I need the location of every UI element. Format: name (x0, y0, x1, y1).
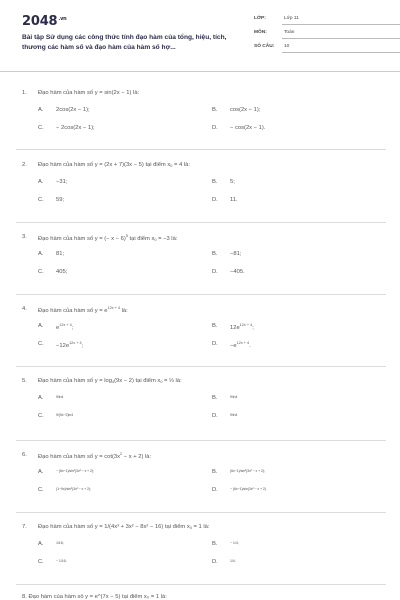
question-number: 7. (22, 524, 27, 530)
question-text: Đạo hàm của hàm số $y = e^{12x + 4}$ là: (38, 306, 128, 314)
divider (16, 440, 386, 441)
question-number: 2. (22, 162, 27, 168)
question-text: Đạo hàm của hàm số y = sin(2x − 1) là: (38, 90, 140, 96)
question-text: Đạo hàm của hàm số y = (2x + 7)(3x − 5) tại điểm $x_0 = 4$ là: (38, 162, 190, 168)
document-header: $2048^{.vn}$ Bài tập Sử dụng các công thức tính đạo hàm của tổng, hiệu, tích, thương các hàm số và đạo hàm của hàm số hợ... LỚP: Lớp 11 MÔN: Toán SỐ CÂU: 10 (0, 0, 400, 72)
question-number: 3. (22, 234, 27, 240)
divider (16, 366, 386, 367)
question-text: 8. Đạo hàm của hàm số y = e^(7x − 5) tại điểm x₀ = 1 là: (22, 594, 167, 600)
question-number: 1. (22, 90, 27, 96)
question-text: Đạo hàm của hàm số $y = \cot(3x^2 - x + 2)$ là: (38, 452, 152, 460)
question-number: 4. (22, 306, 27, 312)
question-number: 5. (22, 378, 27, 384)
divider (16, 294, 386, 295)
document-title: Bài tập Sử dụng các công thức tính đạo hàm của tổng, hiệu, tích, thương các hàm số và đạo hàm của hàm số hợ... (22, 34, 227, 51)
question-8 (0, 594, 400, 600)
site-logo[interactable]: $2048^{.vn}$ (22, 14, 67, 29)
divider (16, 584, 386, 585)
divider (16, 512, 386, 513)
divider (16, 222, 386, 223)
question-text: Đạo hàm của hàm số y = (− x − 6)$^5$ tại điểm $x_0 = -3$ là: (38, 234, 178, 242)
question-text: Đạo hàm của hàm số y = 1/(4x³ + 3x² − 8x² − 16) tại điểm $x_0 = 1$ là: (38, 524, 210, 530)
question-text: Đạo hàm của hàm số $y = \log_4(9x - 2)$ tại điểm $x_0$ = ⅓ là: (38, 378, 182, 384)
divider (16, 149, 386, 150)
question-number: 6. (22, 452, 27, 458)
